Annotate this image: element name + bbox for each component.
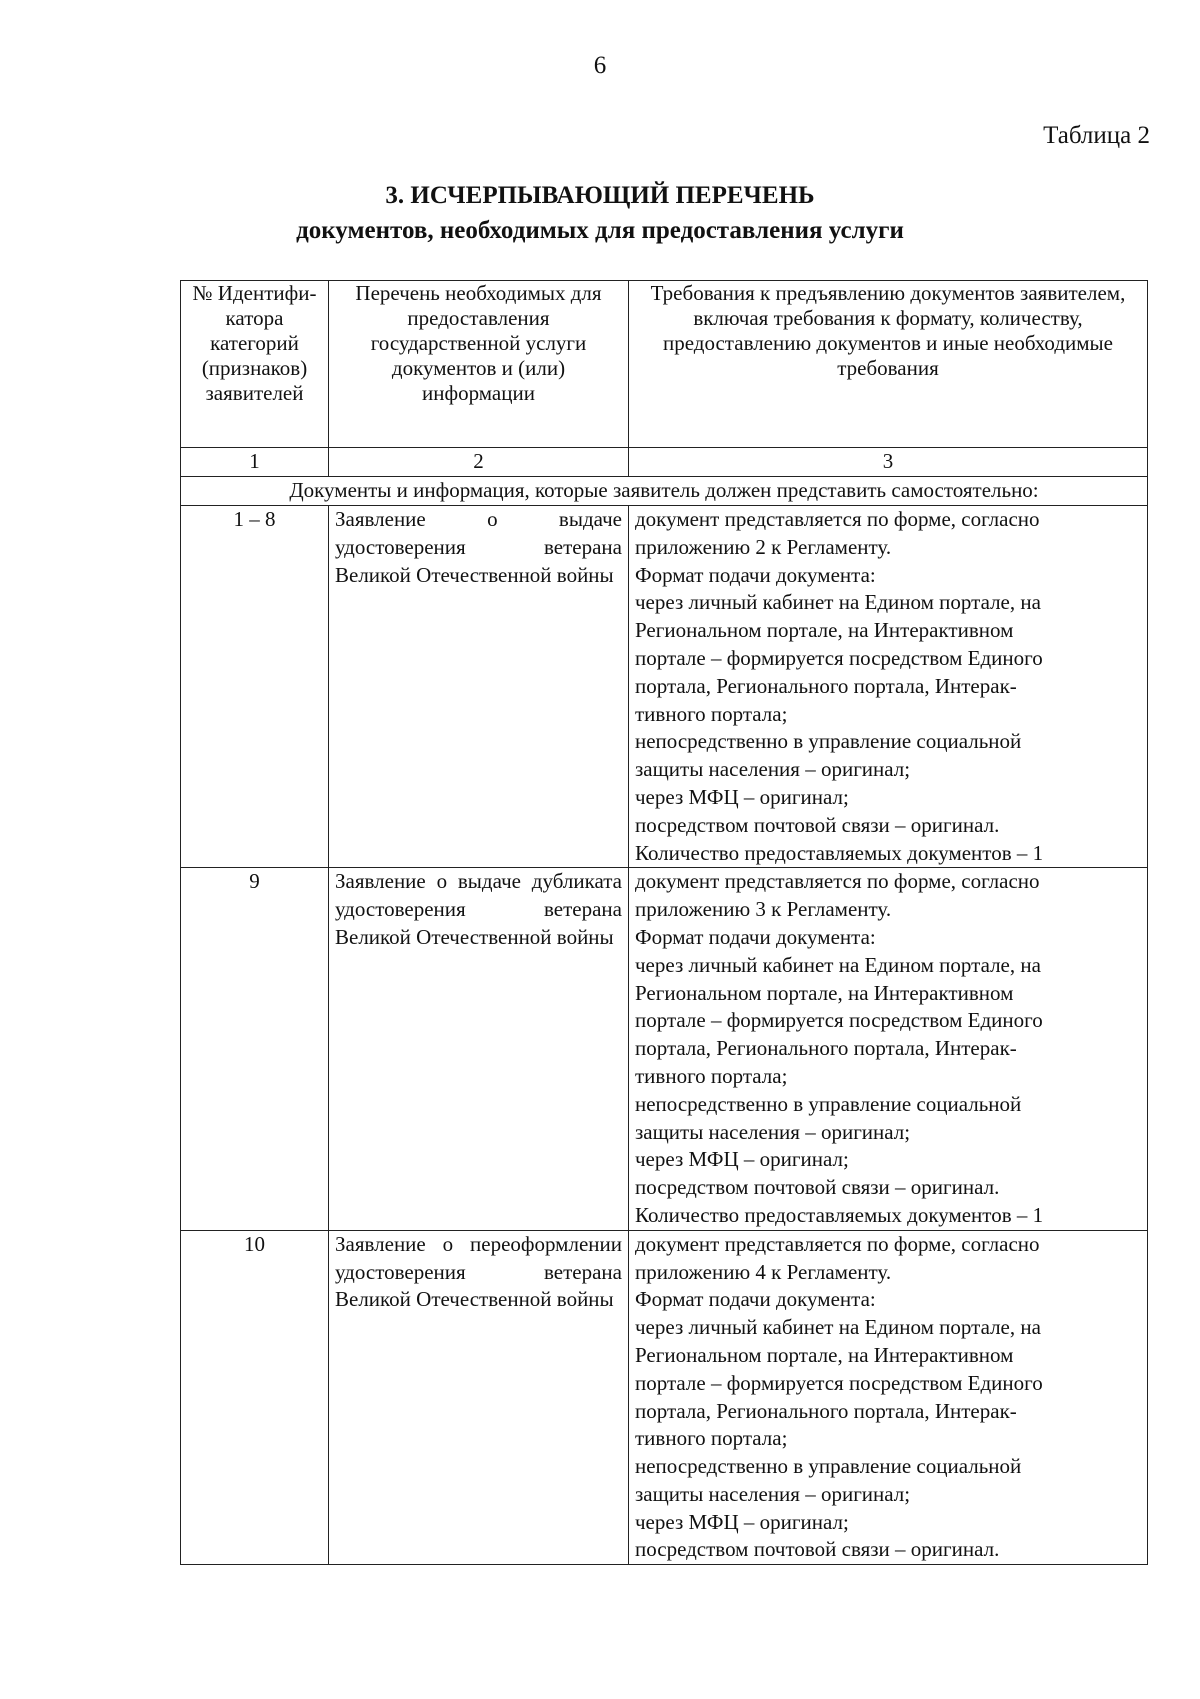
requirement-line: документ представляется по форме, согласно (635, 869, 1040, 894)
requirement-line: посредством почтовой связи – оригинал. (635, 1175, 1000, 1200)
section-subheading: документов, необходимых для предоставления услуги (296, 217, 904, 244)
requirement-line: Региональном портале, на Интерактивном (635, 618, 1014, 643)
requirement-line: Формат подачи документа: (635, 924, 876, 949)
row-requirements (629, 868, 1148, 1230)
requirement-line: Формат подачи документа: (635, 1287, 876, 1312)
requirement-line: Формат подачи документа: (635, 562, 876, 587)
requirement-line: Региональном портале, на Интерактивном (635, 1342, 1014, 1367)
row-category-id: 9 (181, 868, 329, 1230)
header-requirements: Требования к предъявлению документов заявителем, включая требования к формату, количеству, предоставлению документов и иные необходимые требования (629, 281, 1148, 448)
section-title: Документы и информация, которые заявитель должен представить самостоятельно: (181, 477, 1148, 506)
section-heading: 3. ИСЧЕРПЫВАЮЩИЙ ПЕРЕЧЕНЬ (385, 182, 815, 209)
header-applicant-category-id: № Идентифи- катора категорий (признаков) заявителей (181, 281, 329, 448)
row-document-name: Заявление о выдаче удостоверения ветерана Великой Отечественной войны (329, 506, 629, 868)
requirement-line: портале – формируется посредством Единого (635, 1008, 1043, 1033)
column-number: 3 (629, 448, 1148, 477)
table-body (181, 506, 1148, 1565)
requirement-line: непосредственно в управление социальной (635, 1091, 1022, 1116)
requirement-line: портала, Регионального портала, Интерак- (635, 1398, 1017, 1423)
requirement-line: непосредственно в управление социальной (635, 729, 1022, 754)
requirement-line: защиты населения – оригинал; (635, 757, 911, 782)
row-document-name: Заявление о выдаче дубликата удостоверения ветерана Великой Отечественной войны (329, 868, 629, 1230)
row-requirements (629, 506, 1148, 868)
requirement-line: тивного портала; (635, 1426, 788, 1451)
table-row (181, 868, 1148, 1230)
requirement-line: через личный кабинет на Едином портале, на (635, 952, 1041, 977)
requirement-line: портала, Регионального портала, Интерак- (635, 1036, 1017, 1061)
column-number: 1 (181, 448, 329, 477)
requirement-line: тивного портала; (635, 701, 788, 726)
column-number: 2 (329, 448, 629, 477)
row-category-id: 10 (181, 1230, 329, 1565)
requirement-line: портале – формируется посредством Единого (635, 645, 1043, 670)
table-row (181, 1230, 1148, 1565)
requirement-line: через личный кабинет на Едином портале, на (635, 590, 1041, 615)
requirement-line: через личный кабинет на Едином портале, на (635, 1315, 1041, 1340)
documents-table (180, 280, 1148, 1565)
section-row (181, 477, 1148, 506)
requirement-line: через МФЦ – оригинал; (635, 1509, 849, 1534)
requirement-line: через МФЦ – оригинал; (635, 784, 849, 809)
requirement-line: посредством почтовой связи – оригинал. (635, 1537, 1000, 1562)
requirement-line: Количество предоставляемых документов – 1 (635, 840, 1044, 865)
requirement-line: через МФЦ – оригинал; (635, 1147, 849, 1172)
row-document-name: Заявление о переоформлении удостоверения ветерана Великой Отечественной войны (329, 1230, 629, 1565)
requirement-line: документ представляется по форме, согласно (635, 1231, 1040, 1256)
table-row (181, 506, 1148, 868)
requirement-line: портале – формируется посредством Единого (635, 1370, 1043, 1395)
row-category-id: 1 – 8 (181, 506, 329, 868)
requirement-line: приложению 3 к Регламенту. (635, 897, 892, 922)
requirement-line: приложению 2 к Регламенту. (635, 534, 892, 559)
requirement-line: документ представляется по форме, согласно (635, 507, 1040, 531)
requirement-line: приложению 4 к Регламенту. (635, 1259, 892, 1284)
header-documents-list: Перечень необходимых для предоставления государственной услуги документов и (или) информации (329, 281, 629, 448)
row-requirements (629, 1230, 1148, 1565)
requirement-line: посредством почтовой связи – оригинал. (635, 812, 1000, 837)
requirement-line: Региональном портале, на Интерактивном (635, 980, 1014, 1005)
requirement-line: Количество предоставляемых документов – 1 (635, 1202, 1044, 1227)
requirement-line: защиты населения – оригинал; (635, 1481, 911, 1506)
requirement-line: тивного портала; (635, 1063, 788, 1088)
column-number-row (181, 448, 1148, 477)
requirement-line: защиты населения – оригинал; (635, 1119, 911, 1144)
requirement-line: непосредственно в управление социальной (635, 1454, 1022, 1479)
page-number: 6 (593, 52, 607, 79)
requirement-line: портала, Регионального портала, Интерак- (635, 673, 1017, 698)
table-header-row (181, 281, 1148, 448)
table-label: Таблица 2 (1043, 122, 1150, 149)
